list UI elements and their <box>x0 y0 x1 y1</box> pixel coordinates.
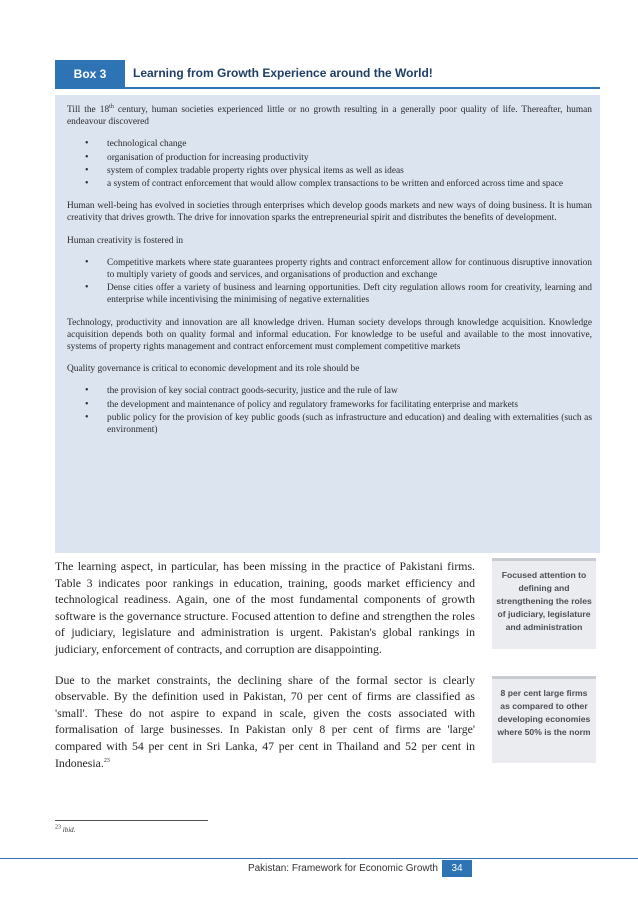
sidebar-note-text: 8 per cent large firms as compared to other developing economies where 50% is the norm <box>492 679 596 763</box>
box-body <box>55 95 600 553</box>
list-item: • a system of contract enforcement that would allow complex transactions to be written and enforced across time and space <box>107 178 592 190</box>
footer-rule <box>0 858 638 859</box>
box-paragraph-governance: Quality governance is critical to economic development and its role should be <box>67 364 360 375</box>
sidebar-note-firms <box>492 676 596 763</box>
footnote <box>55 826 75 835</box>
footnote-text: ibid. <box>62 826 76 834</box>
box-paragraph-creativity: Human creativity is fostered in <box>67 235 184 246</box>
list-item: • organisation of production for increasing productivity <box>107 152 592 164</box>
page-number: 34 <box>442 860 472 877</box>
sidebar-note-governance <box>492 558 596 649</box>
box-paragraph-wellbeing: Human well-being has evolved in societies through enterprises which develop goods markets and new ways of doing business. It is human creativity that drives growth. The drive for innovation sparks the entrepreneurial spirit and distributes the benefits of development. <box>67 201 592 224</box>
box-label: Box 3 <box>55 60 125 88</box>
footnote-ref[interactable]: 23 <box>103 757 110 764</box>
sidebar-note-text: Focused attention to defining and strengthening the roles of judiciary, legislature and administration <box>492 561 596 649</box>
main-paragraph-learning: The learning aspect, in particular, has been missing in the practice of Pakistani firms. Table 3 indicates poor rankings in education, training, goods market efficiency and technological readiness. Again, one of the most fundamental components of growth software is the governance structure. Focused attention to define and strengthen the roles of judiciary, legislature and administration is urgent. Pakistan's global rankings in judiciary, enforcement of contracts, and corruption are disappointing. <box>55 559 475 656</box>
list-item: • public policy for the provision of key public goods (such as infrastructure and education) and dealing with externalities (such as environment) <box>107 412 592 436</box>
footnote-number: 23 <box>55 824 61 831</box>
main-text <box>55 558 475 785</box>
box-intro: Till the 18th century, human societies experienced little or no growth resulting in a generally poor quality of life. Thereafter, human endeavour discovered <box>67 103 592 128</box>
box-paragraph-knowledge: Technology, productivity and innovation are all knowledge driven. Human society develops through knowledge acquisition. Knowledge acquisition depends both on quality formal and informal education. For knowledge to be useful and available to the most innovative, systems of property rights management and contract enforcement must complement competitive markets <box>67 317 592 353</box>
box-header-rule <box>55 87 600 89</box>
box-list-creativity <box>67 257 592 307</box>
box-list-discoveries <box>67 138 592 190</box>
list-item: • Dense cities offer a variety of business and learning opportunities. Deft city regulation allows room for creativity, learning and enterprise while incentivising the minimising of negative externalities <box>107 282 592 306</box>
box-title: Learning from Growth Experience around the World! <box>133 66 433 80</box>
box-list-governance <box>67 385 592 436</box>
list-item: • Competitive markets where state guarantees property rights and contract enforcement allow for continuous disruptive innovation to multiply variety of goods and services, and organisations of production and exchange <box>107 257 592 281</box>
list-item: • technological change <box>107 138 592 150</box>
list-item: • the development and maintenance of policy and regulatory frameworks for facilitating enterprise and markets <box>107 399 592 411</box>
box-header <box>55 60 600 88</box>
list-item: • the provision of key social contract goods-security, justice and the rule of law <box>107 385 592 397</box>
main-paragraph-formal-sector: Due to the market constraints, the declining share of the formal sector is clearly observable. By the definition used in Pakistan, 70 per cent of firms are classified as 'small'. These do not aspire to expand in scale, given the costs associated with formalisation of large businesses. In Pakistan only 8 per cent of firms are 'large' compared with 54 per cent in Sri Lanka, 47 per cent in Thailand and 52 per cent in Indonesia.$^{23}$ <box>55 672 475 770</box>
footnote-rule <box>55 820 208 821</box>
list-item: • system of complex tradable property rights over physical items as well as ideas <box>107 165 592 177</box>
footer-title: Pakistan: Framework for Economic Growth <box>247 863 438 874</box>
